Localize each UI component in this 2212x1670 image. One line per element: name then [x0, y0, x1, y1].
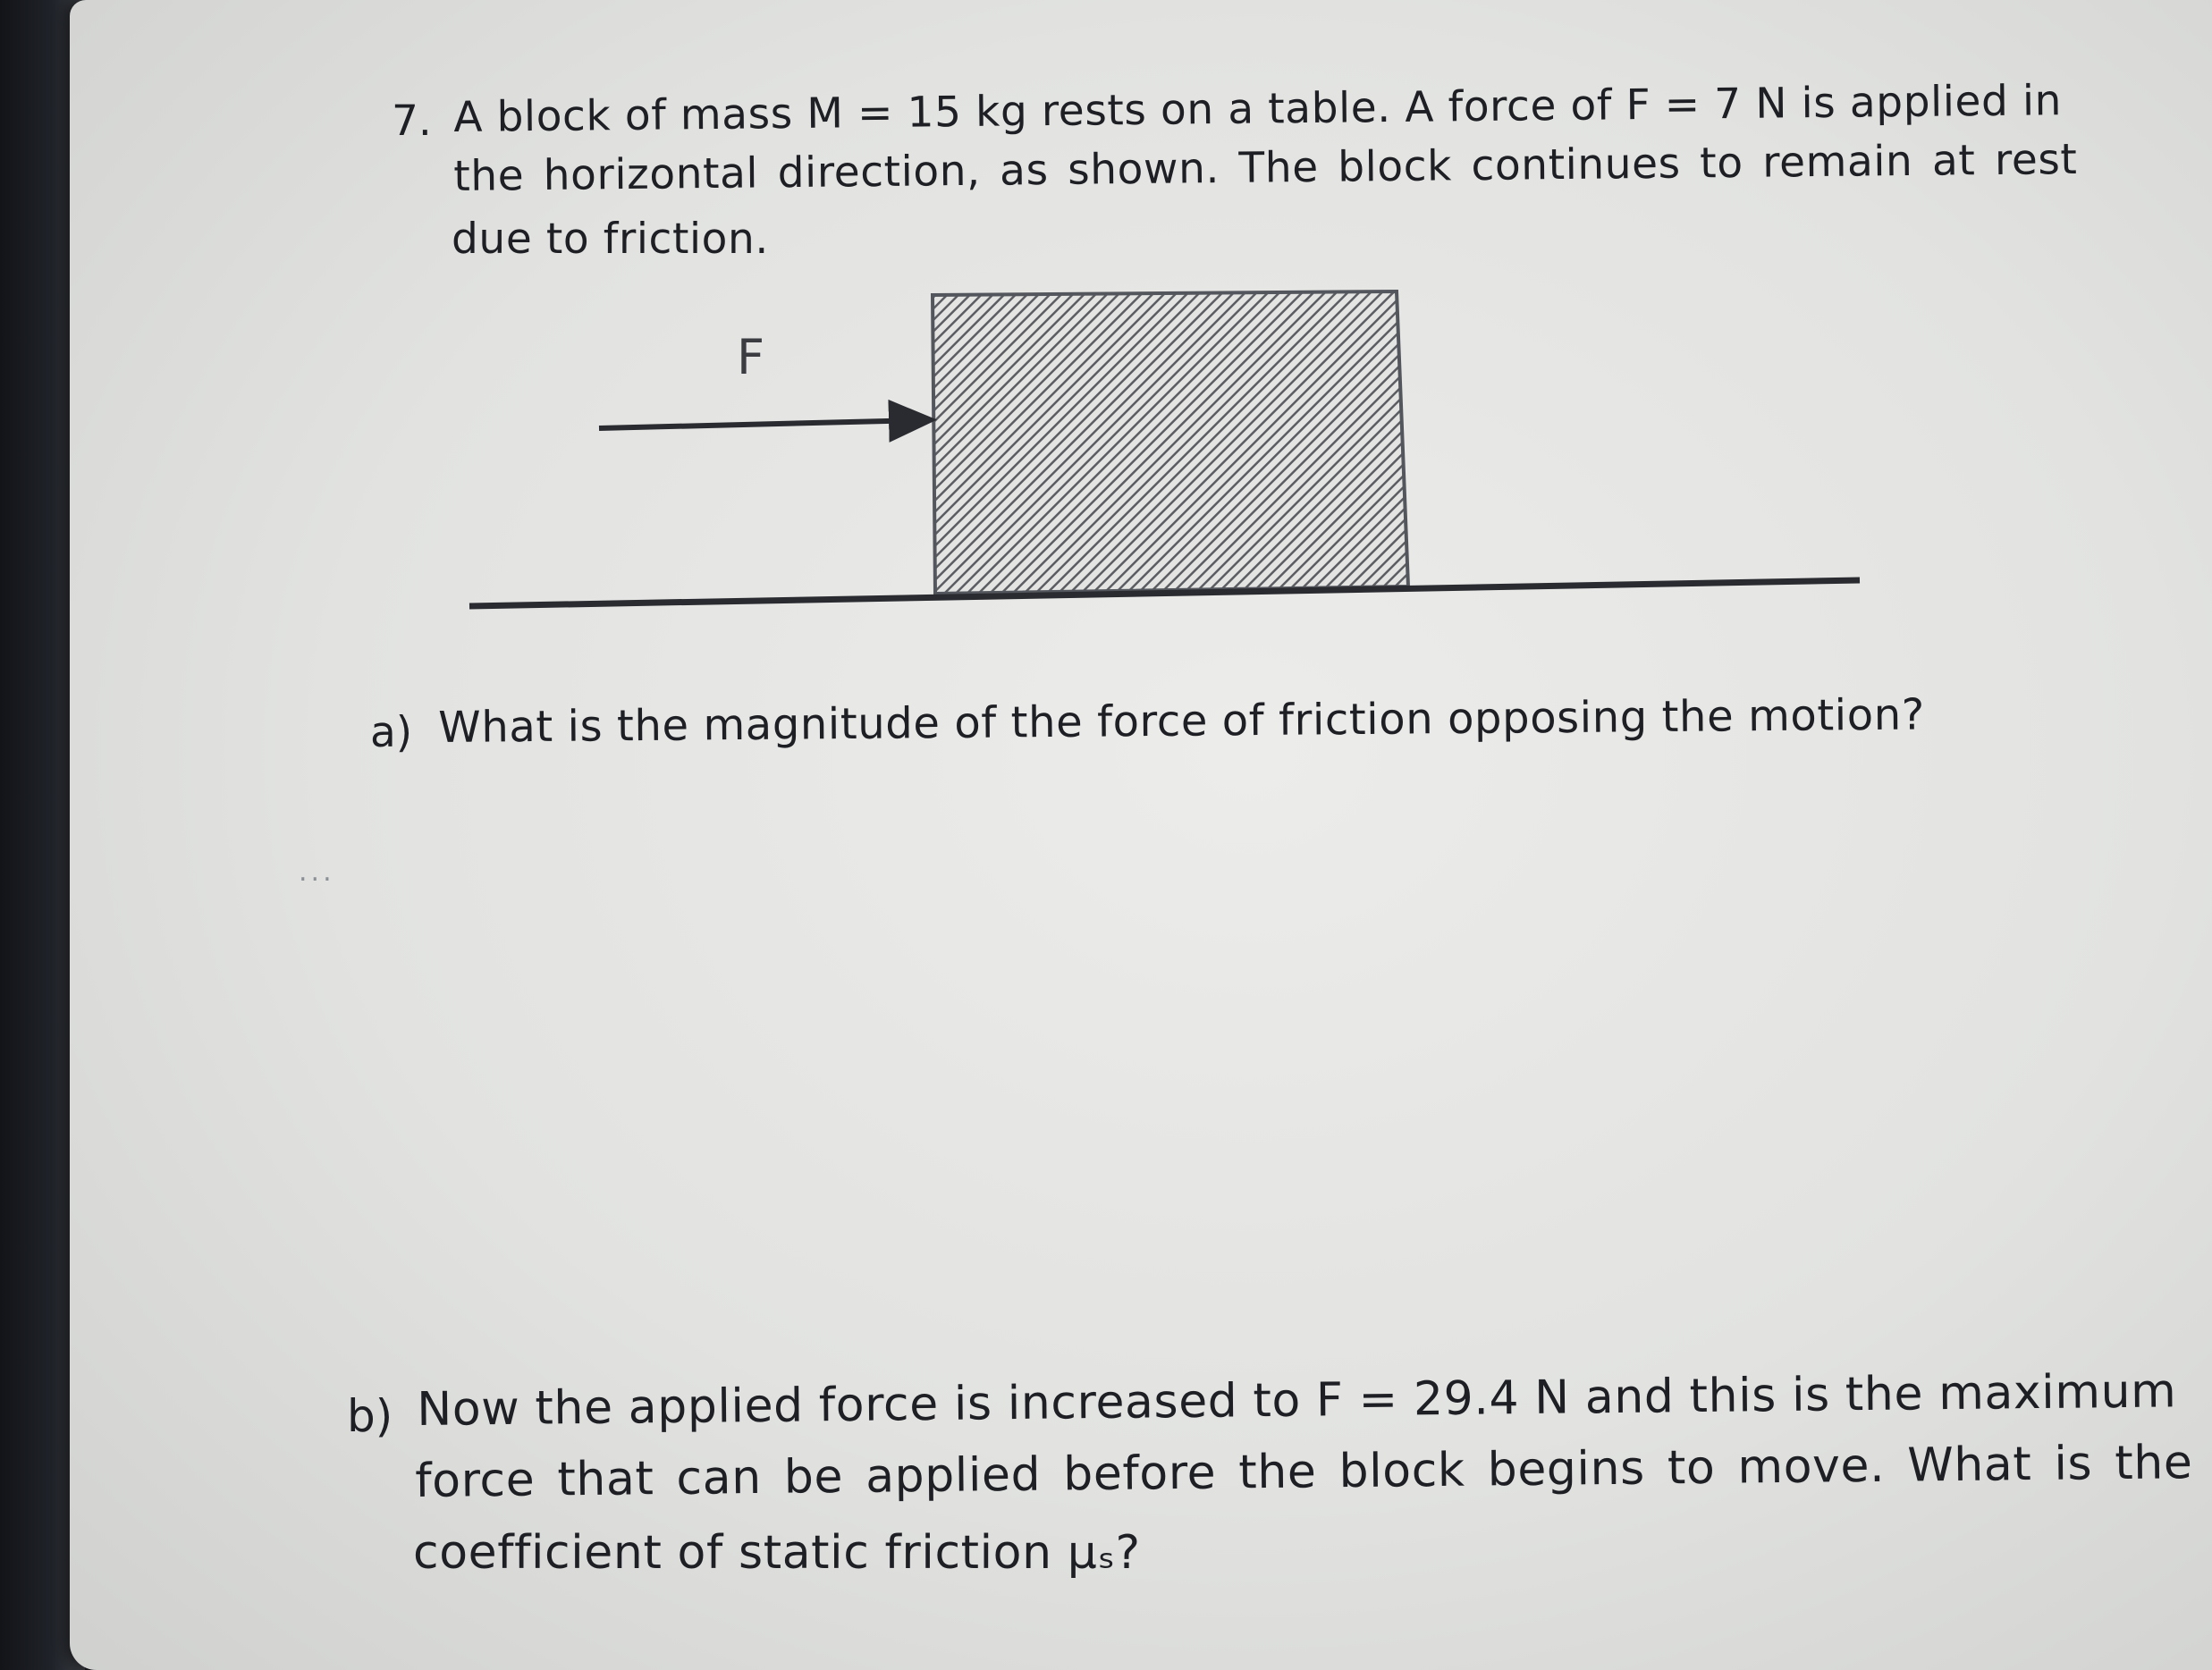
part-b-text-line: force that can be applied before the block begins to move. What is the	[415, 1436, 2193, 1508]
question-text-line: the horizontal direction, as shown. The block continues to remain at rest	[453, 134, 2078, 201]
question-number: 7.	[392, 97, 432, 146]
question-text-line: A block of mass M = 15 kg rests on a table. A force of F = 7 N is applied in	[453, 76, 2063, 142]
force-arrow	[599, 420, 921, 428]
question-text-line: due to friction.	[452, 215, 769, 264]
more-options-icon[interactable]: ...	[299, 856, 335, 888]
part-a-text: What is the magnitude of the force of friction opposing the motion?	[438, 689, 1926, 753]
part-b-text-line: coefficient of static friction μₛ?	[413, 1526, 1141, 1580]
part-b-label: b)	[347, 1390, 393, 1442]
part-b-text-line: Now the applied force is increased to F = 29.4 N and this is the maximum	[417, 1364, 2177, 1437]
block	[933, 291, 1408, 594]
part-a-label: a)	[370, 708, 413, 757]
force-label: F	[737, 329, 765, 385]
